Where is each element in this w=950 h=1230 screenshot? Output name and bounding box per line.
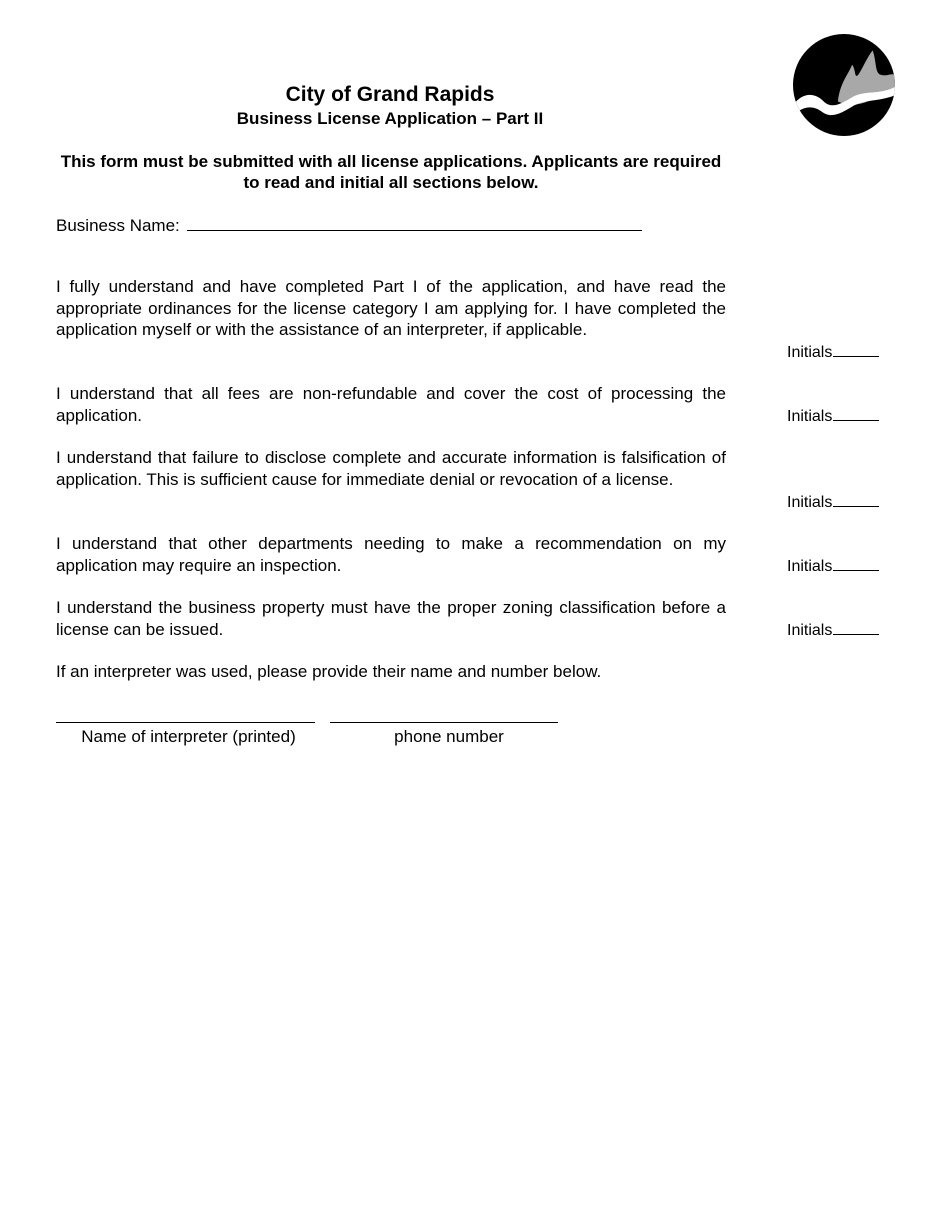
- interpreter-note: If an interpreter was used, please provide their name and number below.: [56, 662, 602, 681]
- instructions: This form must be submitted with all license applications. Applicants are required to read and initial all sections below.: [60, 152, 722, 192]
- interpreter-phone-label: phone number: [394, 727, 504, 746]
- interpreter-name-label: Name of interpreter (printed): [81, 727, 296, 746]
- initials-label: Initials: [787, 558, 833, 575]
- initials-label: Initials: [787, 344, 833, 361]
- interpreter-phone-field[interactable]: [330, 722, 558, 723]
- initials-field-1[interactable]: [833, 342, 879, 357]
- statement-4: I understand that other departments needing to make a recommendation on my application may require an inspection.: [56, 534, 726, 575]
- statement-5: I understand the business property must have the proper zoning classification before a license can be issued.: [56, 598, 726, 639]
- statement-3: I understand that failure to disclose complete and accurate information is falsification of application. This is sufficient cause for immediate denial or revocation of a license.: [56, 448, 726, 489]
- initials-field-3[interactable]: [833, 492, 879, 507]
- initials-row-5: [787, 620, 879, 641]
- city-logo-icon: [793, 34, 895, 136]
- initials-row-1: [787, 342, 879, 363]
- business-name-field[interactable]: [187, 213, 642, 231]
- initials-row-2: [787, 406, 879, 427]
- business-name-row: [56, 213, 642, 236]
- statement-2: I understand that all fees are non-refundable and cover the cost of processing the application.: [56, 384, 726, 425]
- initials-label: Initials: [787, 408, 833, 425]
- form-subtitle: Business License Application – Part II: [236, 109, 544, 128]
- page-title: City of Grand Rapids: [285, 83, 495, 106]
- initials-row-4: [787, 556, 879, 577]
- initials-field-5[interactable]: [833, 620, 879, 635]
- initials-field-4[interactable]: [833, 556, 879, 571]
- statement-1: I fully understand and have completed Part I of the application, and have read the appropriate ordinances for the license category I am applying for. I have completed the application myself or with the assistance of an interpreter, if applicable.: [56, 277, 726, 339]
- initials-label: Initials: [787, 622, 833, 639]
- business-name-label: Business Name:: [56, 216, 180, 235]
- initials-label: Initials: [787, 494, 833, 511]
- interpreter-name-field[interactable]: [56, 722, 315, 723]
- initials-field-2[interactable]: [833, 406, 879, 421]
- initials-row-3: [787, 492, 879, 513]
